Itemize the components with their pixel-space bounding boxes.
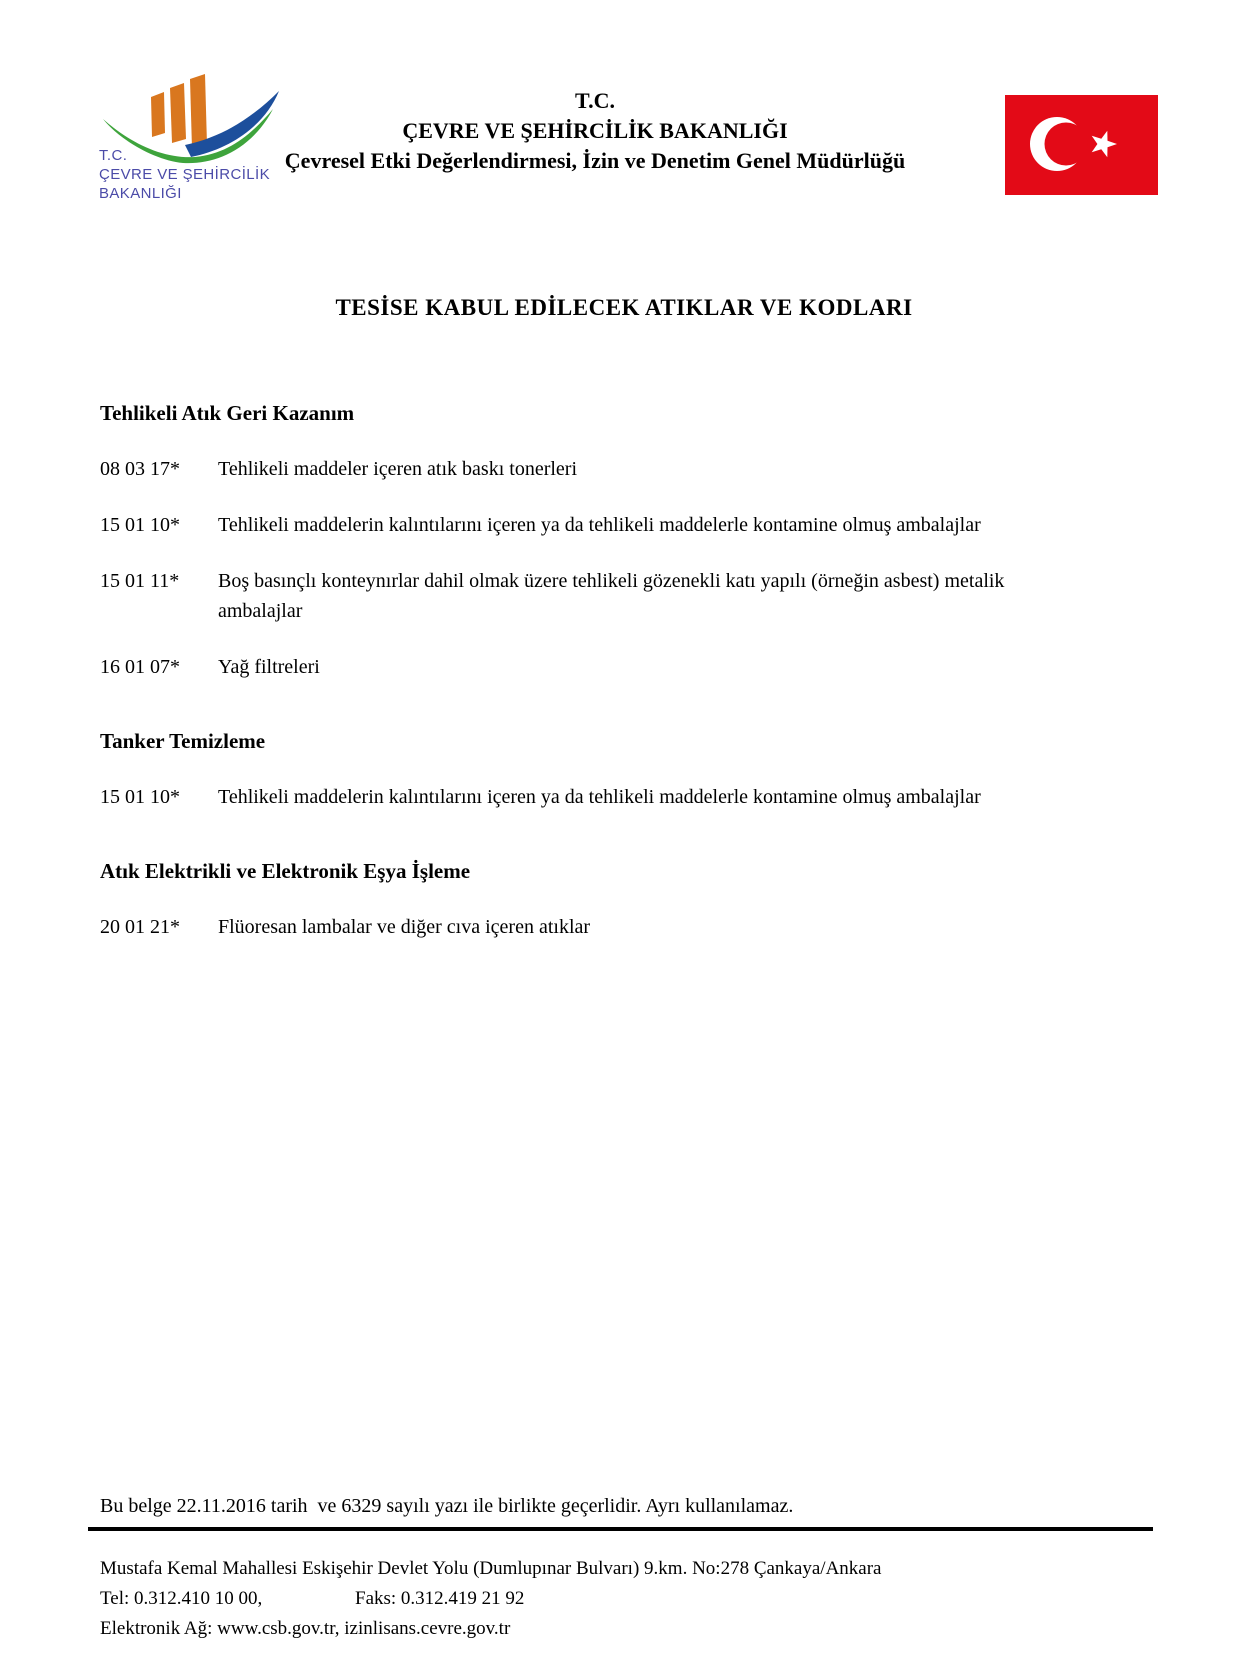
- waste-code: 16 01 07*: [100, 656, 180, 678]
- footer-phones: [100, 1588, 800, 1610]
- logo-caption-tc: T.C.: [99, 147, 128, 164]
- waste-code: 20 01 21*: [100, 916, 180, 938]
- waste-description: Boş basınçlı konteynırlar dahil olmak üzere tehlikeli gözenekli katı yapılı (örneğin asbest) metalik ambalajlar: [218, 570, 1005, 622]
- waste-description: Tehlikeli maddeler içeren atık baskı tonerleri: [218, 458, 578, 480]
- waste-item: [100, 652, 1100, 682]
- waste-item: [100, 566, 1100, 626]
- footer-address: Mustafa Kemal Mahallesi Eskişehir Devlet Yolu (Dumlupınar Bulvarı) 9.km. No:278 Çankaya/Ankara: [100, 1558, 882, 1579]
- waste-description: Flüoresan lambalar ve diğer cıva içeren atıklar: [218, 916, 591, 938]
- footer-web: Elektronik Ağ: www.csb.gov.tr, izinlisans.cevre.gov.tr: [100, 1618, 511, 1639]
- section-atik-elektrikli-elektronik: [100, 856, 1100, 942]
- footer-faks: Faks: 0.312.419 21 92: [355, 1588, 525, 1609]
- waste-list: [100, 398, 1100, 968]
- letterhead-tc: T.C.: [575, 88, 615, 113]
- waste-item: [100, 782, 1100, 812]
- waste-code: 15 01 11*: [100, 570, 180, 592]
- logo-caption-ministry: ÇEVRE VE ŞEHİRCİLİK: [99, 166, 270, 183]
- logo-caption-bakanlik: BAKANLIĞI: [99, 185, 182, 202]
- waste-item: [100, 510, 1100, 540]
- footer-divider: [88, 1527, 1153, 1531]
- waste-description: Tehlikeli maddelerin kalıntılarını içeren ya da tehlikeli maddelerle kontamine olmuş ambalajlar: [218, 514, 981, 536]
- waste-item: [100, 912, 1100, 942]
- waste-code: 15 01 10*: [100, 786, 180, 808]
- validity-note: Bu belge 22.11.2016 tarih ve 6329 sayılı yazı ile birlikte geçerlidir. Ayrı kullanılamaz.: [100, 1495, 794, 1517]
- section-tanker-temizleme: [100, 726, 1100, 812]
- turkish-flag-icon: [1005, 95, 1158, 195]
- section-heading: Atık Elektrikli ve Elektronik Eşya İşleme: [100, 859, 471, 883]
- section-tehlikeli-atik-geri-kazanim: [100, 398, 1100, 682]
- section-heading: Tanker Temizleme: [100, 729, 266, 753]
- page-title: TESİSE KABUL EDİLECEK ATIKLAR VE KODLARI: [335, 295, 913, 320]
- waste-description: Tehlikeli maddelerin kalıntılarını içeren ya da tehlikeli maddelerle kontamine olmuş ambalajlar: [218, 786, 981, 808]
- waste-code: 15 01 10*: [100, 514, 180, 536]
- waste-code: 08 03 17*: [100, 458, 180, 480]
- letterhead-ministry: ÇEVRE VE ŞEHİRCİLİK BAKANLIĞI: [402, 118, 788, 143]
- section-heading: Tehlikeli Atık Geri Kazanım: [100, 401, 355, 425]
- letterhead-directorate: Çevresel Etki Değerlendirmesi, İzin ve Denetim Genel Müdürlüğü: [284, 148, 906, 173]
- footer-tel: Tel: 0.312.410 10 00,: [100, 1588, 263, 1609]
- waste-description: Yağ filtreleri: [218, 656, 320, 678]
- waste-item: [100, 454, 1100, 484]
